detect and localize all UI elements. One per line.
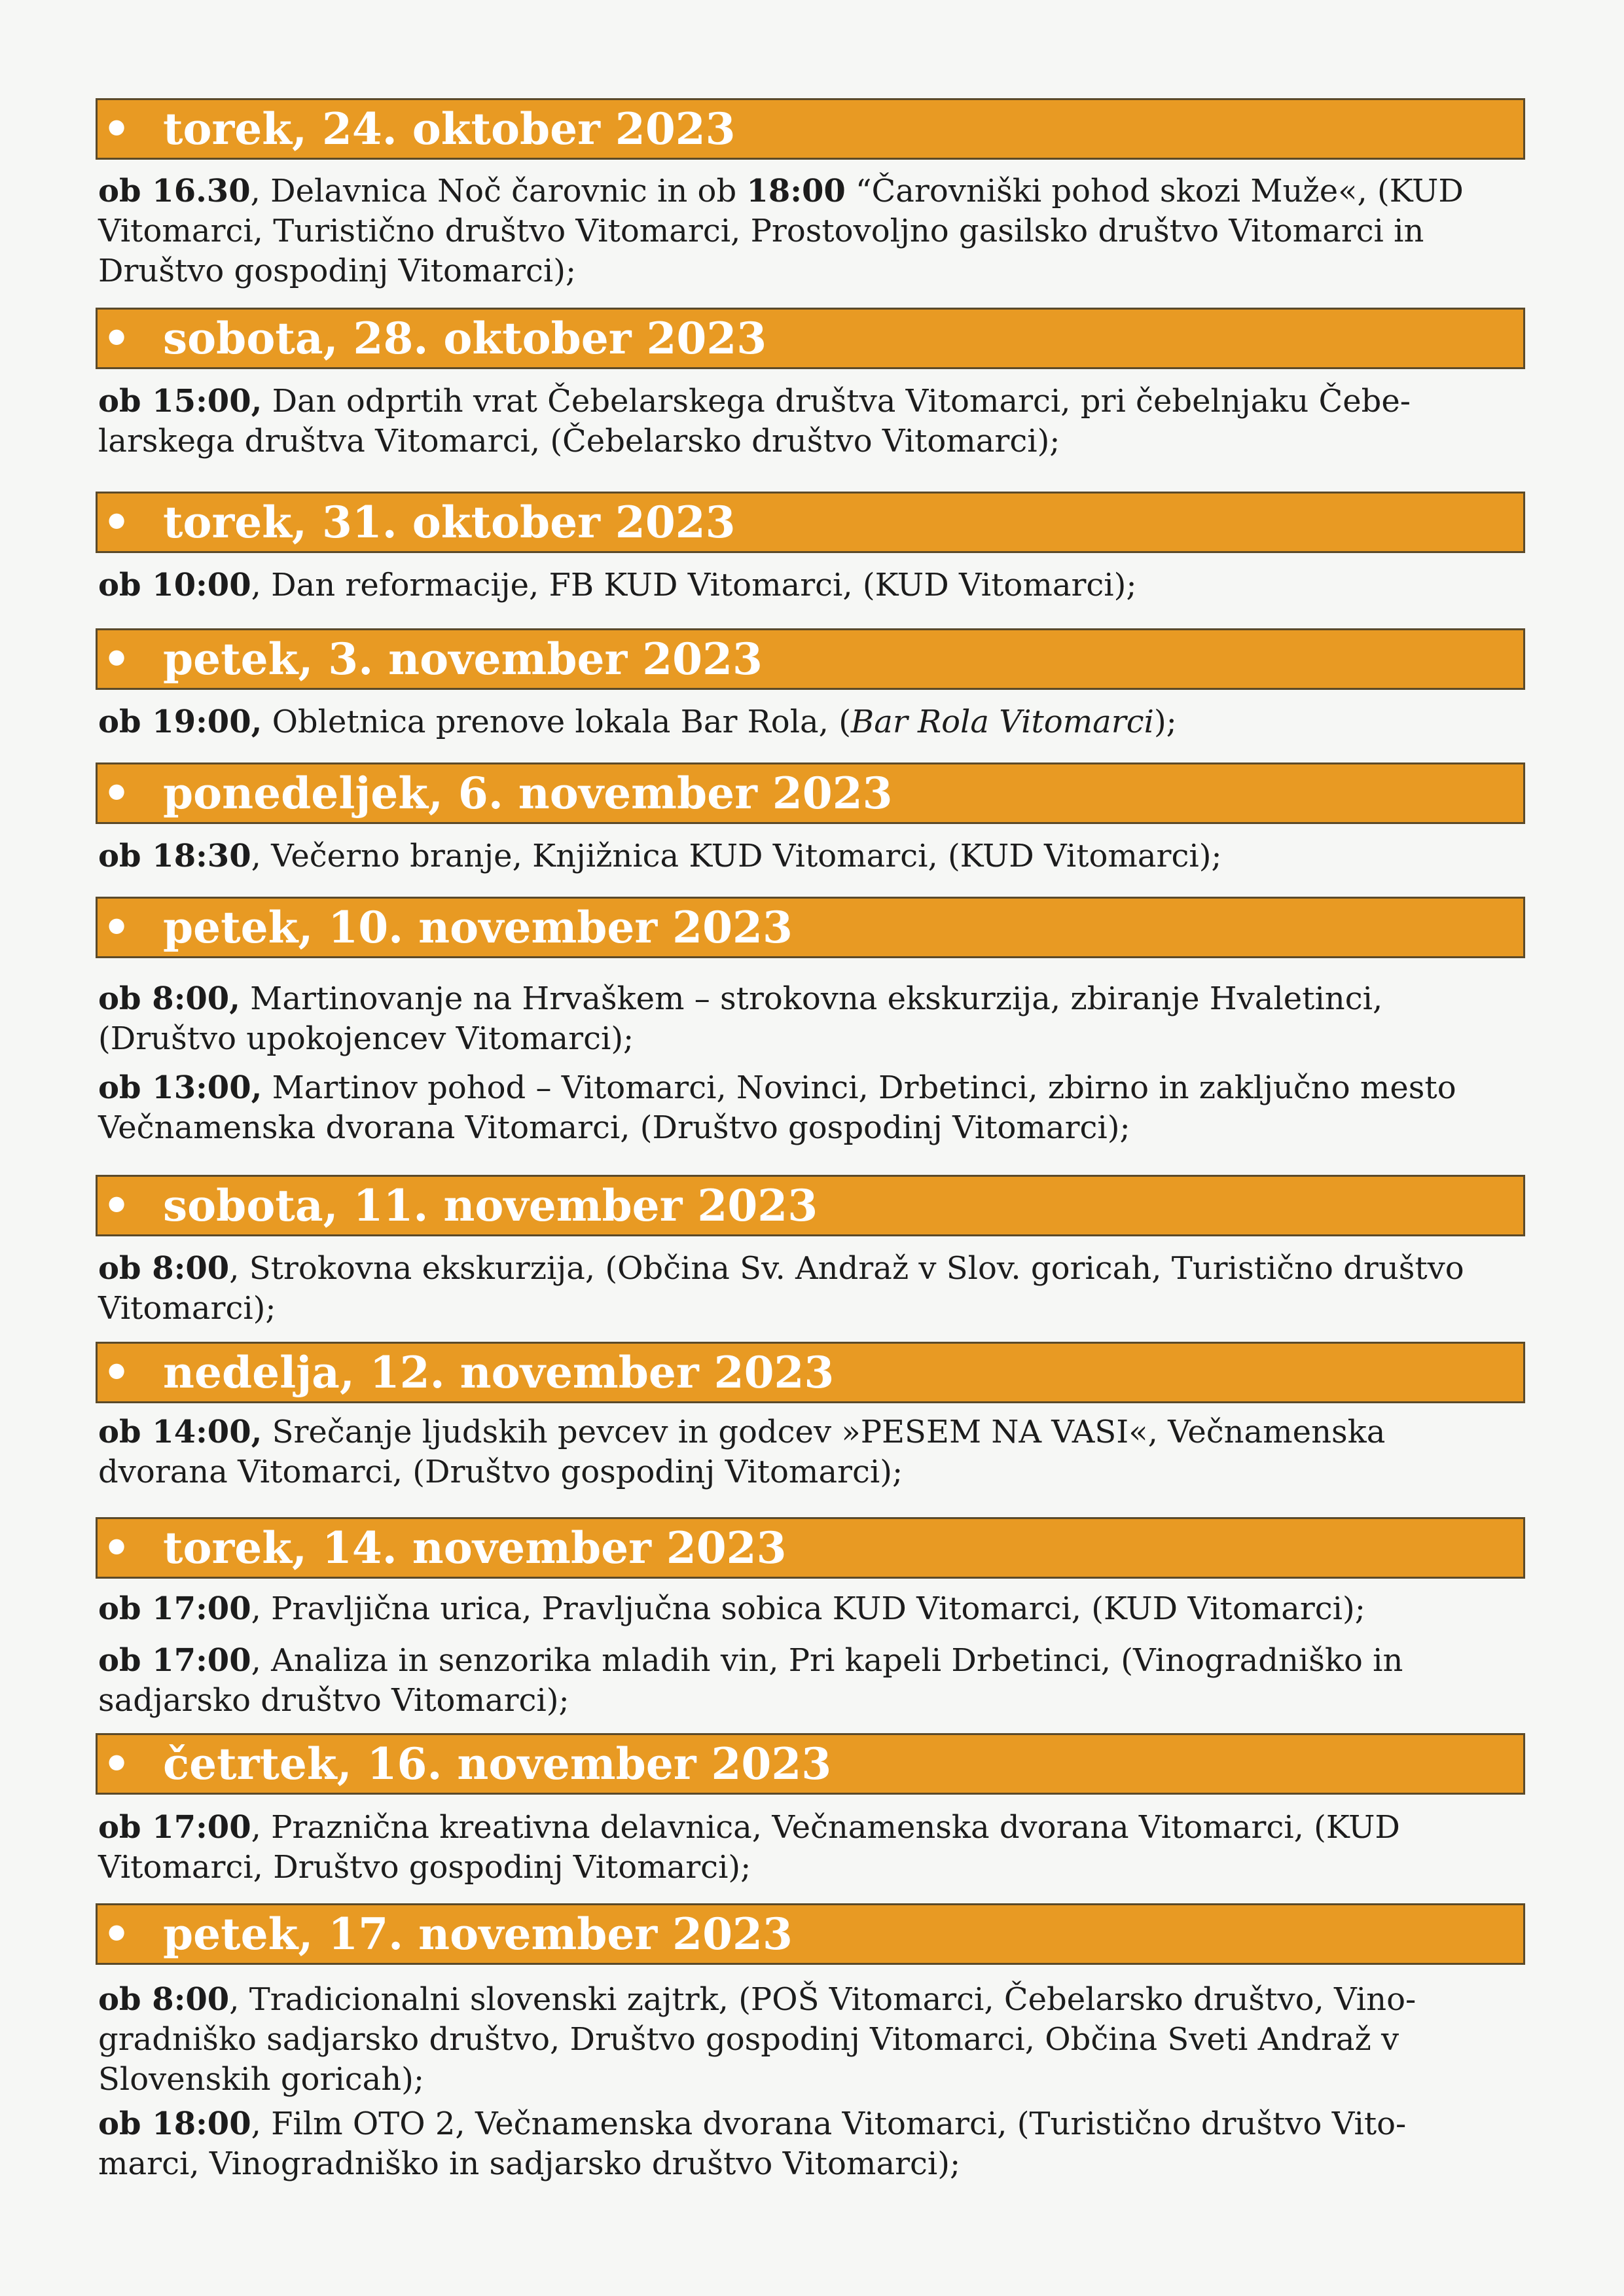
event-text: larskega društva Vitomarci, (Čebelarsko društvo Vitomarci); — [98, 423, 1060, 459]
bullet-icon: • — [103, 1738, 131, 1789]
date-label: torek, 31. oktober 2023 — [163, 497, 736, 548]
event-time: ob 8:00 — [98, 1981, 230, 2018]
event-entry — [98, 836, 1525, 876]
date-label: petek, 10. november 2023 — [163, 902, 793, 953]
bullet-icon: • — [103, 313, 131, 364]
date-heading — [96, 628, 1525, 690]
event-entry — [98, 1589, 1525, 1629]
event-time: ob 14:00, — [98, 1414, 262, 1450]
event-time: ob 13:00, — [98, 1069, 262, 1106]
event-text: ); — [1153, 704, 1177, 740]
event-time-inline: 18:00 — [746, 173, 846, 209]
event-text: Društvo gospodinj Vitomarci); — [98, 253, 577, 289]
event-entry — [98, 2104, 1525, 2184]
date-heading — [96, 897, 1525, 958]
event-text: , Tradicionalni slovenski zajtrk, (POŠ Vitomarci, Čebelarsko društvo, Vino- — [229, 1981, 1416, 2018]
event-text: , Praznična kreativna delavnica, Večnamenska dvorana Vitomarci, (KUD — [251, 1809, 1400, 1846]
event-text: , Večerno branje, Knjižnica KUD Vitomarci, (KUD Vitomarci); — [251, 838, 1222, 874]
event-time: ob 8:00, — [98, 980, 240, 1017]
bullet-icon: • — [103, 634, 131, 685]
date-heading — [96, 492, 1525, 553]
event-text: , Dan reformacije, FB KUD Vitomarci, (KUD Vitomarci); — [251, 567, 1137, 603]
date-heading — [96, 762, 1525, 824]
event-time: ob 18:30 — [98, 838, 251, 874]
event-time: ob 10:00 — [98, 567, 251, 603]
date-label: četrtek, 16. november 2023 — [163, 1738, 832, 1789]
event-text: , Film OTO 2, Večnamenska dvorana Vitomarci, (Turistično društvo Vito- — [251, 2106, 1407, 2142]
date-heading — [96, 308, 1525, 369]
event-text: Obletnica prenove lokala Bar Rola, ( — [262, 704, 851, 740]
event-entry — [98, 1980, 1525, 2100]
event-time: ob 17:00 — [98, 1642, 251, 1679]
event-entry — [98, 702, 1525, 742]
event-time: ob 8:00 — [98, 1250, 230, 1287]
event-text: , Delavnica Noč čarovnic in ob — [250, 173, 747, 209]
event-text: gradniško sadjarsko društvo, Društvo gospodinj Vitomarci, Občina Sveti Andraž v — [98, 2021, 1399, 2058]
event-entry — [98, 565, 1525, 605]
date-label: ponedeljek, 6. november 2023 — [163, 768, 893, 819]
event-organizer: Bar Rola Vitomarci — [850, 704, 1154, 740]
event-text: , Strokovna ekskurzija, (Občina Sv. Andraž v Slov. goricah, Turistično društvo — [229, 1250, 1464, 1287]
event-text: dvorana Vitomarci, (Društvo gospodinj Vitomarci); — [98, 1454, 903, 1490]
bullet-icon: • — [103, 1909, 131, 1960]
date-label: nedelja, 12. november 2023 — [163, 1347, 835, 1398]
date-label: petek, 17. november 2023 — [163, 1909, 793, 1960]
bullet-icon: • — [103, 1180, 131, 1231]
event-entry — [98, 1808, 1525, 1888]
event-time: ob 17:00 — [98, 1590, 251, 1627]
event-entry — [98, 382, 1525, 461]
bullet-icon: • — [103, 768, 131, 819]
event-text: Vitomarci); — [98, 1290, 276, 1327]
event-text: “Čarovniški pohod skozi Muže«, (KUD — [845, 173, 1464, 209]
event-text: Dan odprtih vrat Čebelarskega društva Vitomarci, pri čebelnjaku Čebe- — [262, 383, 1411, 420]
event-text: Srečanje ljudskih pevcev in godcev »PESEM NA VASI«, Večnamenska — [262, 1414, 1386, 1450]
event-text: Martinov pohod – Vitomarci, Novinci, Drbetinci, zbirno in zaključno mesto — [262, 1069, 1456, 1106]
event-text: (Društvo upokojencev Vitomarci); — [98, 1020, 634, 1057]
date-label: petek, 3. november 2023 — [163, 634, 763, 685]
bullet-icon: • — [103, 103, 131, 154]
event-entry — [98, 171, 1525, 291]
event-time: ob 18:00 — [98, 2106, 251, 2142]
event-text: Vitomarci, Društvo gospodinj Vitomarci); — [98, 1849, 751, 1886]
event-entry — [98, 1412, 1525, 1492]
event-entry — [98, 1068, 1525, 1148]
bullet-icon: • — [103, 1522, 131, 1573]
event-text: , Analiza in senzorika mladih vin, Pri kapeli Drbetinci, (Vinogradniško in — [251, 1642, 1403, 1679]
date-heading — [96, 1517, 1525, 1579]
event-time: ob 16.30 — [98, 173, 251, 209]
date-heading — [96, 1903, 1525, 1965]
event-entry — [98, 1641, 1525, 1721]
event-text: Martinovanje na Hrvaškem – strokovna ekskurzija, zbiranje Hvaletinci, — [240, 980, 1383, 1017]
date-heading — [96, 1175, 1525, 1236]
event-time: ob 17:00 — [98, 1809, 251, 1846]
date-label: sobota, 11. november 2023 — [163, 1180, 818, 1231]
bullet-icon: • — [103, 497, 131, 548]
date-label: sobota, 28. oktober 2023 — [163, 313, 767, 364]
event-time: ob 19:00, — [98, 704, 262, 740]
event-text: sadjarsko društvo Vitomarci); — [98, 1682, 569, 1719]
date-heading — [96, 1342, 1525, 1403]
bullet-icon: • — [103, 902, 131, 953]
date-heading — [96, 1733, 1525, 1795]
date-heading — [96, 98, 1525, 160]
event-text: marci, Vinogradniško in sadjarsko društvo Vitomarci); — [98, 2145, 961, 2182]
event-time: ob 15:00, — [98, 383, 262, 420]
date-label: torek, 24. oktober 2023 — [163, 103, 736, 154]
event-text: , Pravljična urica, Pravljučna sobica KUD Vitomarci, (KUD Vitomarci); — [251, 1590, 1365, 1627]
event-entry — [98, 1249, 1525, 1329]
event-entry — [98, 979, 1525, 1059]
event-text: Večnamenska dvorana Vitomarci, (Društvo gospodinj Vitomarci); — [98, 1109, 1130, 1146]
event-text: Vitomarci, Turistično društvo Vitomarci, Prostovoljno gasilsko društvo Vitomarci in — [98, 213, 1424, 249]
date-label: torek, 14. november 2023 — [163, 1522, 787, 1573]
event-text: Slovenskih goricah); — [98, 2061, 425, 2098]
bullet-icon: • — [103, 1347, 131, 1398]
